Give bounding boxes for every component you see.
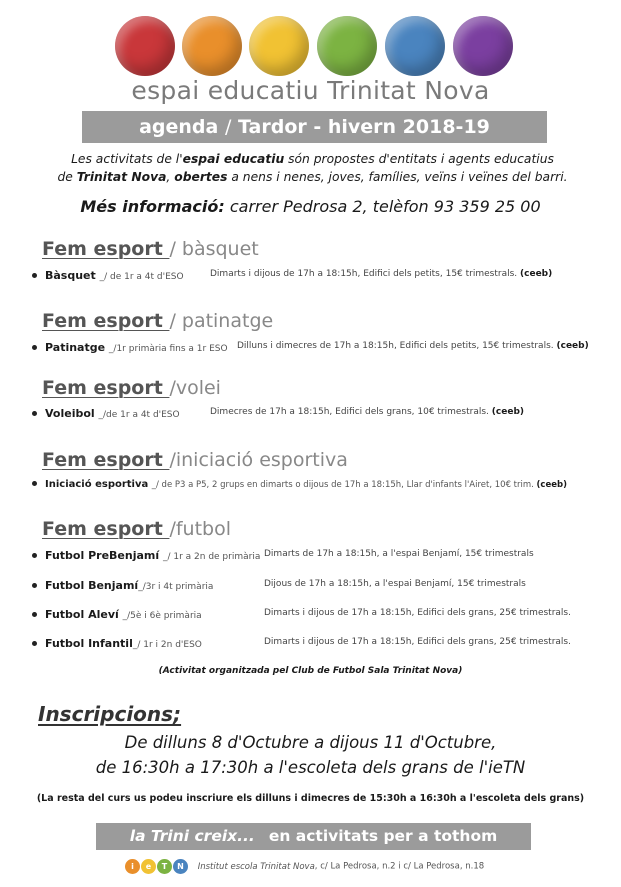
logo-circle-yellow: [249, 16, 309, 76]
activity-name: Voleibol: [45, 407, 99, 420]
activity-name: Patinatge: [45, 341, 109, 354]
list-item-iniciacio: [32, 479, 567, 490]
intro-text: [40, 150, 585, 186]
activity-name: Futbol Infantil: [45, 637, 133, 650]
list-item-futbol-prebenjami: [32, 549, 534, 562]
section-heading-patinatge: [20, 310, 273, 332]
activity-detail: [210, 269, 552, 279]
bullet-icon: [32, 612, 37, 617]
list-item-voleibol: [32, 407, 524, 420]
section-heading-iniciacio: [20, 449, 348, 471]
bullet-icon: [32, 641, 37, 646]
section-sub: /volei: [169, 377, 221, 399]
activity-detail: [237, 341, 589, 351]
inscripcions-heading: Inscripcions;: [38, 702, 182, 726]
activity-detail-text: Dimarts i dijous de 17h a 18:15h, Edifici dels petits, 15€ trimestrals.: [210, 269, 521, 279]
section-sub: /futbol: [169, 518, 231, 540]
activity-detail: Dimarts i dijous de 17h a 18:15h, Edifici dels grans, 25€ trimestrals.: [264, 637, 571, 647]
intro-text-5: a nens i nenes, joves, famílies, veïns i veïnes del barri.: [227, 170, 568, 184]
section-sub: /iniciació esportiva: [169, 449, 348, 471]
section-heading-volei: [20, 377, 221, 399]
intro-bold-2: Trinitat Nova: [76, 170, 167, 184]
banner-agenda: agenda: [139, 116, 219, 138]
footer-slogan: la Trini creix...: [129, 827, 255, 845]
activity-grade: _/ de 1r a 4t d'ESO: [99, 272, 184, 282]
activity-grade: _/ de P3 a P5, 2 grups en dimarts o dijous de 17h a 18:15h, Llar d'infants l'Airet, 10€ trim.: [151, 480, 537, 490]
activity-name: Futbol Aleví: [45, 608, 123, 621]
section-main: Fem esport: [42, 377, 170, 399]
activity-name: Futbol PreBenjamí: [45, 549, 163, 562]
activity-detail: Dimarts de 17h a 18:15h, a l'espai Benjamí, 15€ trimestrals: [264, 549, 534, 559]
ietn-logo-e: e: [141, 859, 156, 874]
inscripcions-line-2: de 16:30h a 17:30h a l'escoleta dels grans de l'ieTN: [95, 758, 526, 777]
activity-detail-text: Dimecres de 17h a 18:15h, Edifici dels grans, 10€ trimestrals.: [210, 407, 492, 417]
activity-detail: Dimarts i dijous de 17h a 18:15h, Edifici dels grans, 25€ trimestrals.: [264, 608, 571, 618]
section-sub: / bàsquet: [169, 238, 259, 260]
intro-bold-3: obertes: [174, 170, 228, 184]
more-info-text: carrer Pedrosa 2, telèfon 93 359 25 00: [224, 197, 541, 216]
section-heading-futbol: [20, 518, 231, 540]
section-heading-basquet: [20, 238, 259, 260]
list-item-basquet: [32, 269, 553, 282]
list-item-futbol-infantil: [32, 637, 571, 650]
activity-detail: Dijous de 17h a 18:15h, a l'espai Benjamí, 15€ trimestrals: [264, 579, 526, 589]
more-info: [0, 197, 621, 216]
logo-circle-blue: [385, 16, 445, 76]
footer-school-name: Institut escola Trinitat Nova: [197, 861, 315, 872]
activity-grade: _/1r primària fins a 1r ESO: [108, 344, 228, 354]
logo-circle-red: [115, 16, 175, 76]
banner-season: Tardor - hivern 2018-19: [238, 116, 490, 138]
section-main: Fem esport: [42, 518, 170, 540]
footer-banner: [96, 823, 531, 850]
bullet-icon: [32, 553, 37, 558]
activity-grade: _/ 1r a 2n de primària: [162, 552, 261, 562]
bullet-icon: [32, 411, 37, 416]
ietn-logo-t: T: [157, 859, 172, 874]
ietn-logo-n: N: [173, 859, 188, 874]
logo-circle-green: [317, 16, 377, 76]
section-main: Fem esport: [42, 238, 170, 260]
intro-text-4: ,: [166, 170, 175, 184]
footer-tagline: en activitats per a tothom: [268, 827, 498, 845]
intro-text-2: són propostes d'entitats i agents educatius: [284, 152, 554, 166]
brand-title: espai educatiu Trinitat Nova: [131, 76, 490, 105]
inscripcions-line-1: De dilluns 8 d'Octubre a dijous 11 d'Octubre,: [124, 733, 497, 752]
ietn-logo-i: i: [125, 859, 140, 874]
section-main: Fem esport: [42, 310, 170, 332]
section-sub: / patinatge: [169, 310, 274, 332]
activity-org: (ceeb): [556, 341, 589, 351]
list-item-patinatge: [32, 341, 589, 354]
activity-grade: _/de 1r a 4t d'ESO: [98, 410, 180, 420]
activity-grade: _/3r i 4t primària: [138, 582, 214, 592]
activity-name: Futbol Benjamí: [45, 579, 139, 592]
inscripcions-rest: (La resta del curs us podeu inscriure els dilluns i dimecres de 15:30h a 16:30h a l'escoleta dels grans): [36, 793, 585, 804]
activity-org: (ceeb): [491, 407, 524, 417]
banner-slash: /: [224, 116, 232, 138]
section-main: Fem esport: [42, 449, 170, 471]
list-item-futbol-alevi: [32, 608, 571, 621]
activity-name: Bàsquet: [45, 269, 100, 282]
activity-org: (ceeb): [536, 480, 567, 490]
bullet-icon: [32, 273, 37, 278]
bullet-icon: [32, 481, 37, 486]
bullet-icon: [32, 583, 37, 588]
activity-org: (ceeb): [520, 269, 553, 279]
bullet-icon: [32, 345, 37, 350]
intro-text-1: Les activitats de l': [71, 152, 183, 166]
agenda-banner: [82, 111, 547, 143]
intro-bold-1: espai educatiu: [182, 152, 285, 166]
futbol-note: (Activitat organitzada pel Club de Futbol Sala Trinitat Nova): [158, 666, 463, 676]
activity-grade: _/ 1r i 2n d'ESO: [132, 640, 202, 650]
footer-school-line: [125, 859, 484, 877]
logo-circle-orange: [182, 16, 242, 76]
activity-name: Iniciació esportiva: [45, 479, 152, 490]
footer-address: , c/ La Pedrosa, n.2 i c/ La Pedrosa, n.18: [314, 861, 485, 872]
activity-detail: [210, 407, 524, 417]
logo-circle-purple: [453, 16, 513, 76]
more-info-label: Més informació:: [80, 197, 225, 216]
activity-detail-text: Dilluns i dimecres de 17h a 18:15h, Edifici dels petits, 15€ trimestrals.: [237, 341, 557, 351]
list-item-futbol-benjami: [32, 579, 526, 592]
intro-text-3: de: [57, 170, 77, 184]
activity-grade: _/5è i 6è primària: [122, 611, 202, 621]
logo-circles: [115, 16, 515, 78]
